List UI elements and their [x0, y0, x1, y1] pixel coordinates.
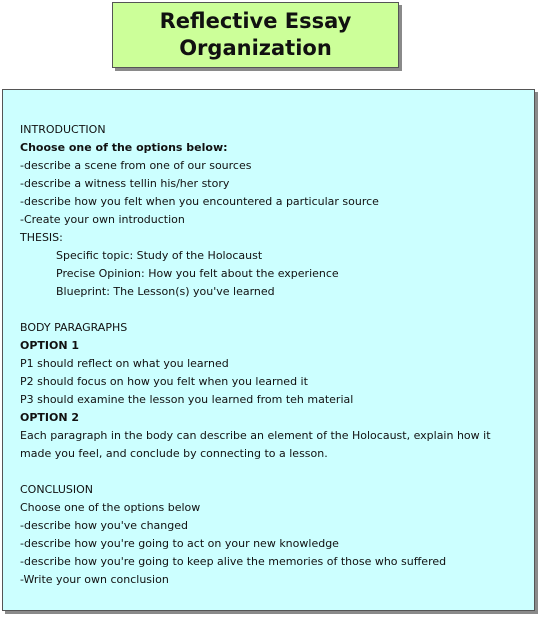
option-1-label: OPTION 1	[20, 339, 80, 352]
introduction-heading: INTRODUCTION	[20, 123, 106, 136]
conclusion-heading: CONCLUSION	[20, 483, 93, 496]
thesis-item: Blueprint: The Lesson(s) you've learned	[56, 285, 275, 298]
introduction-option: -describe a witness tellin his/her story	[20, 177, 230, 190]
introduction-instruction: Choose one of the options below:	[20, 141, 228, 154]
option-1-item: P2 should focus on how you felt when you learned it	[20, 375, 308, 388]
thesis-item: Precise Opinion: How you felt about the experience	[56, 267, 339, 280]
thesis-item: Specific topic: Study of the Holocaust	[56, 249, 263, 262]
title-line-2: Organization	[179, 36, 332, 60]
option-1-item: P1 should reflect on what you learned	[20, 357, 229, 370]
conclusion-option: -Write your own conclusion	[20, 573, 169, 586]
body-heading: BODY PARAGRAPHS	[20, 321, 128, 334]
title-line-1: Reflective Essay	[159, 9, 352, 33]
introduction-option: -describe a scene from one of our sources	[20, 159, 252, 172]
option-1-item: P3 should examine the lesson you learned from teh material	[20, 393, 354, 406]
option-2-text-line: made you feel, and conclude by connecting to a lesson.	[20, 447, 328, 460]
option-2-label: OPTION 2	[20, 411, 80, 424]
essay-outline	[20, 121, 525, 589]
thesis-heading: THESIS:	[20, 231, 63, 244]
section-spacer	[20, 301, 525, 319]
introduction-option: -describe how you felt when you encountered a particular source	[20, 195, 379, 208]
section-spacer	[20, 463, 525, 481]
conclusion-option: -describe how you've changed	[20, 519, 188, 532]
introduction-option: -Create your own introduction	[20, 213, 185, 226]
option-2-text-line: Each paragraph in the body can describe an element of the Holocaust, explain how it	[20, 429, 491, 442]
conclusion-instruction: Choose one of the options below	[20, 501, 201, 514]
conclusion-option: -describe how you're going to keep alive the memories of those who suffered	[20, 555, 447, 568]
content-panel	[2, 89, 535, 611]
conclusion-option: -describe how you're going to act on your new knowledge	[20, 537, 339, 550]
title-banner	[112, 2, 399, 68]
